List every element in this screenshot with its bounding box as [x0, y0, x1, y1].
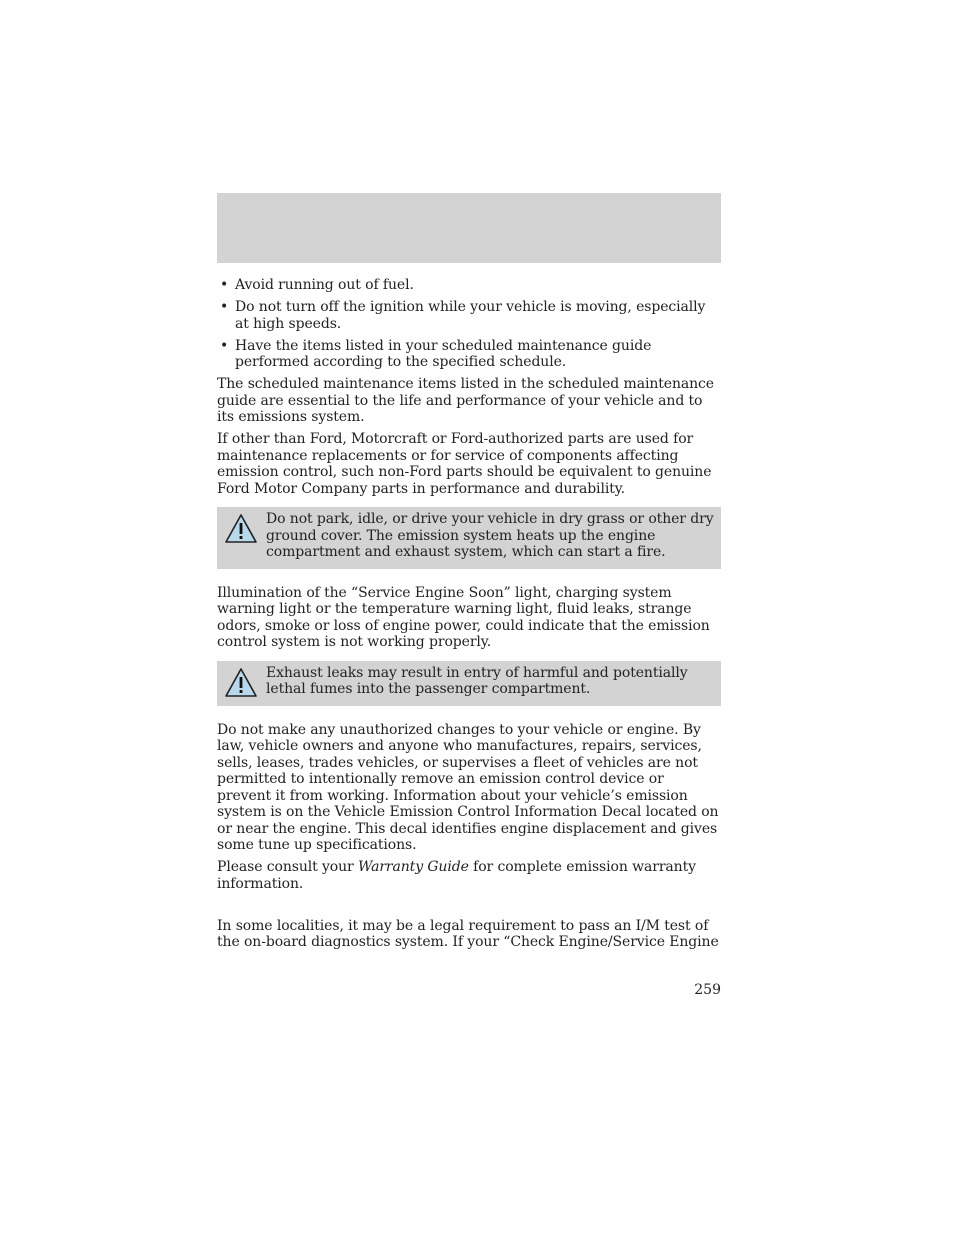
warranty-guide-title: Warranty Guide — [358, 859, 469, 875]
warning-box-exhaust — [217, 661, 721, 706]
warranty-text-after: for complete emission warranty information. — [217, 859, 696, 892]
bullet-item: • Avoid running out of fuel. — [217, 277, 721, 294]
paragraph-warranty — [217, 859, 721, 892]
paragraph-illumination: Illumination of the “Service Engine Soon” light, charging system warning light or the temperature warning light, fluid leaks, strange odors, smoke or loss of engine power, could indicate that the emission control system is not working properly. — [217, 584, 710, 650]
paragraph-maintenance: The scheduled maintenance items listed in the scheduled maintenance guide are essential to the life and performance of your vehicle and to its emissions system. — [217, 376, 714, 425]
warning-triangle-icon — [224, 513, 258, 545]
warranty-text-before: Please consult your — [217, 859, 358, 875]
warning-box-fire — [217, 507, 721, 569]
section-spacer — [217, 898, 721, 918]
page-number: 259 — [694, 982, 721, 998]
warning-text: Exhaust leaks may result in entry of harmful and potentially lethal fumes into the passenger compartment. — [266, 664, 688, 697]
page-content — [217, 277, 721, 956]
bullet-item: • Do not turn off the ignition while your vehicle is moving, especially at high speeds. — [217, 299, 721, 332]
warning-triangle-icon — [224, 667, 258, 699]
bullet-list — [217, 277, 721, 371]
paragraph-unauthorized-changes: Do not make any unauthorized changes to your vehicle or engine. By law, vehicle owners and anyone who manufactures, repairs, services, sells, leases, trades vehicles, or supervises a fleet of vehicles are not permitted to intentionally remove an emission control device or prevent it from working. Information about your vehicle’s emission system is on the Vehicle Emission Control Information Decal located on or near the engine. This decal identifies engine displacement and gives some tune up specifications. — [217, 721, 719, 853]
header-band — [217, 193, 721, 263]
paragraph-parts: If other than Ford, Motorcraft or Ford-authorized parts are used for maintenance replacements or for service of components affecting emission control, such non-Ford parts should be equivalent to genuine Ford Motor Company parts in performance and durability. — [217, 431, 712, 497]
warning-text: Do not park, idle, or drive your vehicle in dry grass or other dry ground cover. The emission system heats up the engine compartment and exhaust system, which can start a fire. — [266, 511, 714, 560]
bullet-item: • Have the items listed in your scheduled maintenance guide performed according to the specified schedule. — [217, 338, 721, 371]
paragraph-im-test: In some localities, it may be a legal requirement to pass an I/M test of the on-board diagnostics system. If your “Check Engine/Service Engine — [217, 917, 719, 950]
